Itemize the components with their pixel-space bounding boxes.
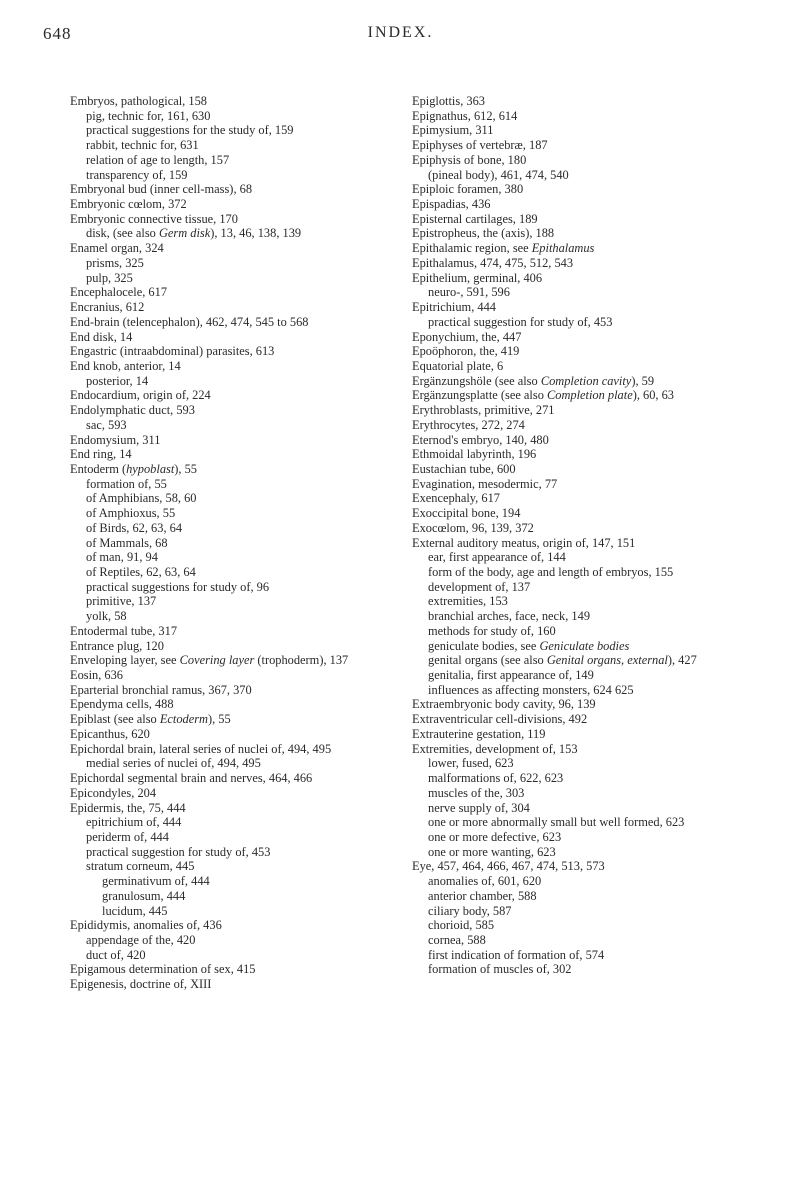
index-entry: Entrance plug, 120	[70, 638, 164, 653]
index-entry: Entodermal tube, 317	[70, 623, 178, 638]
index-entry: nerve supply of, 304	[428, 800, 530, 815]
index-entry: of Mammals, 68	[86, 535, 168, 550]
index-entry: prisms, 325	[86, 255, 144, 270]
index-entry: Eparterial bronchial ramus, 367, 370	[70, 682, 252, 697]
index-entry: End-brain (telencephalon), 462, 474, 545 to 568	[70, 314, 309, 329]
index-entry: duct of, 420	[86, 947, 146, 962]
index-entry: geniculate bodies, see Geniculate bodies	[428, 638, 630, 653]
index-entry: anterior chamber, 588	[428, 888, 537, 903]
index-entry: Entoderm (hypoblast), 55	[70, 461, 197, 476]
index-entry: Epignathus, 612, 614	[412, 108, 518, 123]
page-header	[0, 24, 801, 48]
index-entry: Epiphyses of vertebræ, 187	[412, 138, 548, 153]
index-entry: Embryonic cœlom, 372	[70, 197, 187, 212]
index-entry: formation of muscles of, 302	[428, 962, 572, 977]
index-column-right	[412, 94, 760, 977]
index-entry: branchial arches, face, neck, 149	[428, 609, 591, 624]
index-entry: Epicondyles, 204	[70, 785, 157, 800]
index-entry: Erythrocytes, 272, 274	[412, 417, 525, 432]
index-entry: transparency of, 159	[86, 167, 188, 182]
index-entry: one or more wanting, 623	[428, 844, 556, 859]
index-entry: primitive, 137	[86, 594, 157, 609]
index-entry: Extraventricular cell-divisions, 492	[412, 712, 588, 727]
index-entry: sac, 593	[86, 417, 127, 432]
index-entry: Eternod's embryo, 140, 480	[412, 432, 549, 447]
running-head: INDEX.	[367, 24, 434, 41]
page-number: 648	[43, 24, 72, 43]
index-entry: Endomysium, 311	[70, 432, 161, 447]
index-entry: Epithalamic region, see Epithalamus	[412, 241, 595, 256]
index-entry: Epididymis, anomalies of, 436	[70, 918, 222, 933]
index-entry: Epicanthus, 620	[70, 726, 150, 741]
index-entry: influences as affecting monsters, 624 625	[428, 682, 634, 697]
index-entry: Enamel organ, 324	[70, 241, 164, 256]
index-entry: Epispadias, 436	[412, 197, 491, 212]
index-entry: genital organs (see also Genital organs, external), 427	[428, 653, 697, 668]
index-entry: practical suggestion for study of, 453	[86, 844, 271, 859]
index-entry: Epidermis, the, 75, 444	[70, 800, 186, 815]
index-entry: of man, 91, 94	[86, 550, 158, 565]
index-entry: Extremities, development of, 153	[412, 741, 578, 756]
index-entry: practical suggestions for the study of, 159	[86, 123, 294, 138]
index-entry: Ergänzungsplatte (see also Completion plate), 60, 63	[412, 388, 675, 403]
index-entry: practical suggestions for study of, 96	[86, 579, 270, 594]
index-column-left	[70, 94, 415, 992]
index-entry: End disk, 14	[70, 329, 133, 344]
index-entry: Exocœlom, 96, 139, 372	[412, 520, 534, 535]
index-entry: End ring, 14	[70, 447, 132, 462]
index-entry: Epimysium, 311	[412, 123, 494, 138]
index-entry: of Amphioxus, 55	[86, 506, 176, 521]
index-entry: yolk, 58	[86, 609, 127, 624]
index-entry: medial series of nuclei of, 494, 495	[86, 756, 261, 771]
index-entry: Epitrichium, 444	[412, 300, 496, 315]
index-entry: Epiblast (see also Ectoderm), 55	[70, 712, 231, 727]
index-entry: cornea, 588	[428, 932, 486, 947]
index-entry: pulp, 325	[86, 270, 133, 285]
index-entry: lucidum, 445	[102, 903, 168, 918]
index-entry: Epigamous determination of sex, 415	[70, 962, 256, 977]
index-entry: epitrichium of, 444	[86, 815, 182, 830]
index-entry: germinativum of, 444	[102, 874, 210, 889]
index-entry: Erythroblasts, primitive, 271	[412, 403, 555, 418]
index-entry: Eye, 457, 464, 466, 467, 474, 513, 573	[412, 859, 605, 874]
index-entry: methods for study of, 160	[428, 623, 556, 638]
index-entry: Endolymphatic duct, 593	[70, 403, 195, 418]
index-entry: End knob, anterior, 14	[70, 358, 181, 373]
index-entry: Epichordal brain, lateral series of nuclei of, 494, 495	[70, 741, 332, 756]
index-entry: Epithelium, germinal, 406	[412, 270, 543, 285]
index-entry: disk, (see also Germ disk), 13, 46, 138, 139	[86, 226, 302, 241]
index-entry: pig, technic for, 161, 630	[86, 108, 211, 123]
index-entry: Encranius, 612	[70, 300, 145, 315]
index-entry: chorioid, 585	[428, 918, 495, 933]
index-entry: of Birds, 62, 63, 64	[86, 520, 183, 535]
index-entry: Epichordal segmental brain and nerves, 464, 466	[70, 771, 313, 786]
index-entry: ciliary body, 587	[428, 903, 512, 918]
index-entry: Extrauterine gestation, 119	[412, 726, 546, 741]
index-entry: Exoccipital bone, 194	[412, 506, 521, 521]
index-entry: Enveloping layer, see Covering layer (trophoderm), 137	[70, 653, 349, 668]
index-entry: External auditory meatus, origin of, 147, 151	[412, 535, 636, 550]
index-entry: appendage of the, 420	[86, 932, 196, 947]
index-entry: Eosin, 636	[70, 668, 124, 683]
index-entry: Epiglottis, 363	[412, 94, 485, 108]
index-entry: Epithalamus, 474, 475, 512, 543	[412, 255, 574, 270]
index-entry: Exencephaly, 617	[412, 491, 500, 506]
index-entry: one or more abnormally small but well formed, 623	[428, 815, 685, 830]
index-entry: malformations of, 622, 623	[428, 771, 564, 786]
index-entry: Ependyma cells, 488	[70, 697, 174, 712]
index-entry: Equatorial plate, 6	[412, 358, 504, 373]
index-entry: (pineal body), 461, 474, 540	[428, 167, 569, 182]
index-entry: Embryonic connective tissue, 170	[70, 211, 238, 226]
index-entry: Embryonal bud (inner cell-mass), 68	[70, 182, 253, 197]
index-entry: posterior, 14	[86, 373, 149, 388]
index-entry: Epiphysis of bone, 180	[412, 152, 527, 167]
index-entry: Engastric (intraabdominal) parasites, 613	[70, 344, 275, 359]
index-entry: anomalies of, 601, 620	[428, 874, 542, 889]
index-entry: Epistropheus, the (axis), 188	[412, 226, 555, 241]
index-entry: relation of age to length, 157	[86, 152, 230, 167]
index-entry: genitalia, first appearance of, 149	[428, 668, 594, 683]
index-entry: Encephalocele, 617	[70, 285, 168, 300]
index-entry: Eponychium, the, 447	[412, 329, 522, 344]
index-entry: Endocardium, origin of, 224	[70, 388, 211, 403]
index-entry: first indication of formation of, 574	[428, 947, 605, 962]
index-entry: practical suggestion for study of, 453	[428, 314, 613, 329]
index-entry: periderm of, 444	[86, 829, 169, 844]
index-entry: muscles of the, 303	[428, 785, 525, 800]
index-entry: extremities, 153	[428, 594, 508, 609]
index-entry: granulosum, 444	[102, 888, 186, 903]
index-entry: neuro-, 591, 596	[428, 285, 510, 300]
index-entry: Eustachian tube, 600	[412, 461, 516, 476]
index-entry: formation of, 55	[86, 476, 167, 491]
index-entry: Epigenesis, doctrine of, XIII	[70, 977, 212, 992]
index-entry: lower, fused, 623	[428, 756, 514, 771]
index-entry: rabbit, technic for, 631	[86, 138, 199, 153]
index-entry: Epiploic foramen, 380	[412, 182, 524, 197]
index-entry: Extraembryonic body cavity, 96, 139	[412, 697, 596, 712]
index-entry: Epoöphoron, the, 419	[412, 344, 520, 359]
index-entry: Evagination, mesodermic, 77	[412, 476, 558, 491]
index-entry: stratum corneum, 445	[86, 859, 195, 874]
index-entry: development of, 137	[428, 579, 531, 594]
index-entry: Ergänzungshöle (see also Completion cavity), 59	[412, 373, 655, 388]
index-entry: Episternal cartilages, 189	[412, 211, 538, 226]
index-entry: of Reptiles, 62, 63, 64	[86, 565, 196, 579]
index-entry: form of the body, age and length of embryos, 155	[428, 565, 674, 579]
index-entry: Embryos, pathological, 158	[70, 94, 207, 108]
index-entry: ear, first appearance of, 144	[428, 550, 566, 565]
index-entry: Ethmoidal labyrinth, 196	[412, 447, 537, 462]
index-entry: one or more defective, 623	[428, 829, 562, 844]
index-entry: of Amphibians, 58, 60	[86, 491, 197, 506]
